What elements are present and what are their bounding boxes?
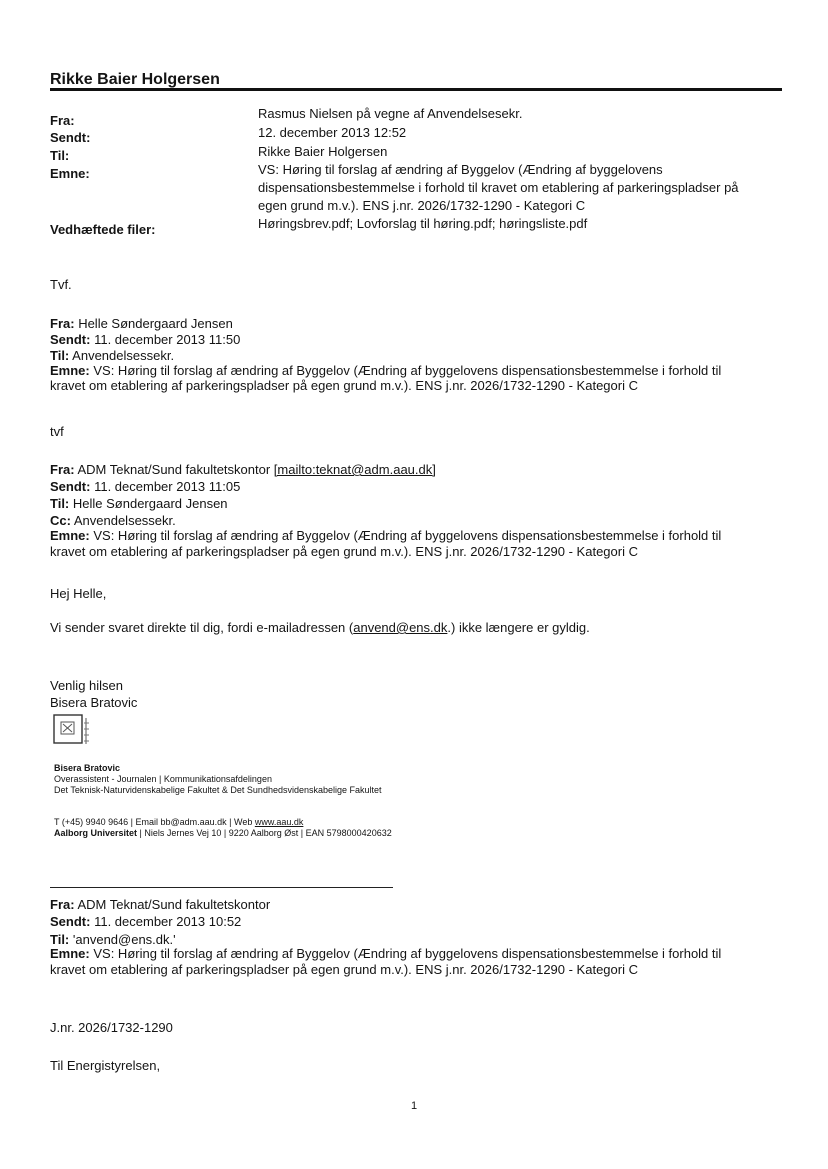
msg2-subject-line-1: Emne: VS: Høring til forslag af ændring af Byggelov (Ændring af byggelovens dispensationsbestemmelse i forhold til (50, 528, 722, 543)
msg2-greeting: Hej Helle, (50, 586, 107, 601)
msg2-signer: Bisera Bratovic (50, 695, 138, 710)
msg2-subject-line-2: kravet om etablering af parkeringspladser på egen grund m.v.). ENS j.nr. 2026/1732-1290 - Kategori C (50, 544, 638, 559)
header-subject-line-2: dispensationsbestemmelse i forhold til kravet om etablering af parkeringspladser på (258, 180, 739, 195)
signature-faculty: Det Teknisk-Naturvidenskabelige Fakultet & Det Sundhedsvidenskabelige Fakultet (54, 785, 382, 795)
header-to-label: Til: (50, 148, 70, 163)
message-separator (50, 887, 393, 888)
signature-title: Overassistent - Journalen | Kommunikationsafdelingen (54, 774, 272, 784)
header-to-value: Rikke Baier Holgersen (258, 144, 388, 159)
header-sent-label: Sendt: (50, 130, 91, 145)
page-number: 1 (411, 1100, 418, 1112)
signature-contact: T (+45) 9940 9646 | Email bb@adm.aau.dk | Web www.aau.dk (54, 817, 304, 827)
msg1-to: Til: Anvendelsessekr. (50, 348, 175, 363)
mailto-link[interactable]: [mailto:teknat@adm.aau.dk] (273, 462, 436, 477)
msg1-from: Fra: Helle Søndergaard Jensen (50, 316, 233, 331)
header-from-value: Rasmus Nielsen på vegne af Anvendelsesekr. (258, 106, 523, 121)
msg2-to: Til: Helle Søndergaard Jensen (50, 496, 228, 511)
header-from-label: Fra: (50, 113, 75, 128)
header-attachments-label: Vedhæftede filer: (50, 222, 156, 237)
header-subject-label: Emne: (50, 166, 90, 181)
msg3-subject-line-1: Emne: VS: Høring til forslag af ændring af Byggelov (Ændring af byggelovens dispensationsbestemmelse i forhold til (50, 946, 722, 961)
signature-name: Bisera Bratovic (54, 763, 121, 773)
web-link[interactable]: www.aau.dk (254, 817, 304, 827)
msg1-subject-line-1: Emne: VS: Høring til forslag af ændring af Byggelov (Ændring af byggelovens dispensationsbestemmelse i forhold til (50, 363, 722, 378)
msg3-subject-line-2: kravet om etablering af parkeringspladser på egen grund m.v.). ENS j.nr. 2026/1732-1290 - Kategori C (50, 962, 638, 977)
header-rule (50, 88, 782, 91)
msg3-from: Fra: ADM Teknat/Sund fakultetskontor (50, 897, 271, 912)
broken-image-icon (53, 714, 91, 746)
msg2-closing: Venlig hilsen (50, 678, 123, 693)
msg2-body: Vi sender svaret direkte til dig, fordi e-mailadressen (anvend@ens.dk.) ikke længere er gyldig. (50, 620, 590, 635)
msg2-sent: Sendt: 11. december 2013 11:05 (50, 479, 241, 494)
header-subject-line-3: egen grund m.v.). ENS j.nr. 2026/1732-1290 - Kategori C (258, 198, 586, 213)
forward-note: Tvf. (50, 277, 72, 292)
email-link[interactable]: anvend@ens.dk (353, 620, 448, 635)
msg2-from: Fra: ADM Teknat/Sund fakultetskontor [mailto:teknat@adm.aau.dk] (50, 462, 436, 477)
header-subject-line-1: VS: Høring til forslag af ændring af Byggelov (Ændring af byggelovens (258, 162, 663, 177)
signature-address: Aalborg Universitet | Niels Jernes Vej 10 | 9220 Aalborg Øst | EAN 5798000420632 (54, 828, 392, 838)
header-sent-value: 12. december 2013 12:52 (258, 125, 407, 140)
mailbox-owner-name: Rikke Baier Holgersen (50, 71, 220, 88)
msg3-to: Til: 'anvend@ens.dk.' (50, 932, 176, 947)
msg1-subject-line-2: kravet om etablering af parkeringspladser på egen grund m.v.). ENS j.nr. 2026/1732-1290 - Kategori C (50, 378, 638, 393)
msg2-cc: Cc: Anvendelsessekr. (50, 513, 176, 528)
header-attachments-value: Høringsbrev.pdf; Lovforslag til høring.pdf; høringsliste.pdf (258, 216, 588, 231)
msg3-sent: Sendt: 11. december 2013 10:52 (50, 914, 242, 929)
msg3-salutation: Til Energistyrelsen, (50, 1058, 161, 1073)
msg3-case-number: J.nr. 2026/1732-1290 (50, 1020, 173, 1035)
forward-note-2: tvf (50, 424, 64, 439)
msg1-sent: Sendt: 11. december 2013 11:50 (50, 332, 241, 347)
